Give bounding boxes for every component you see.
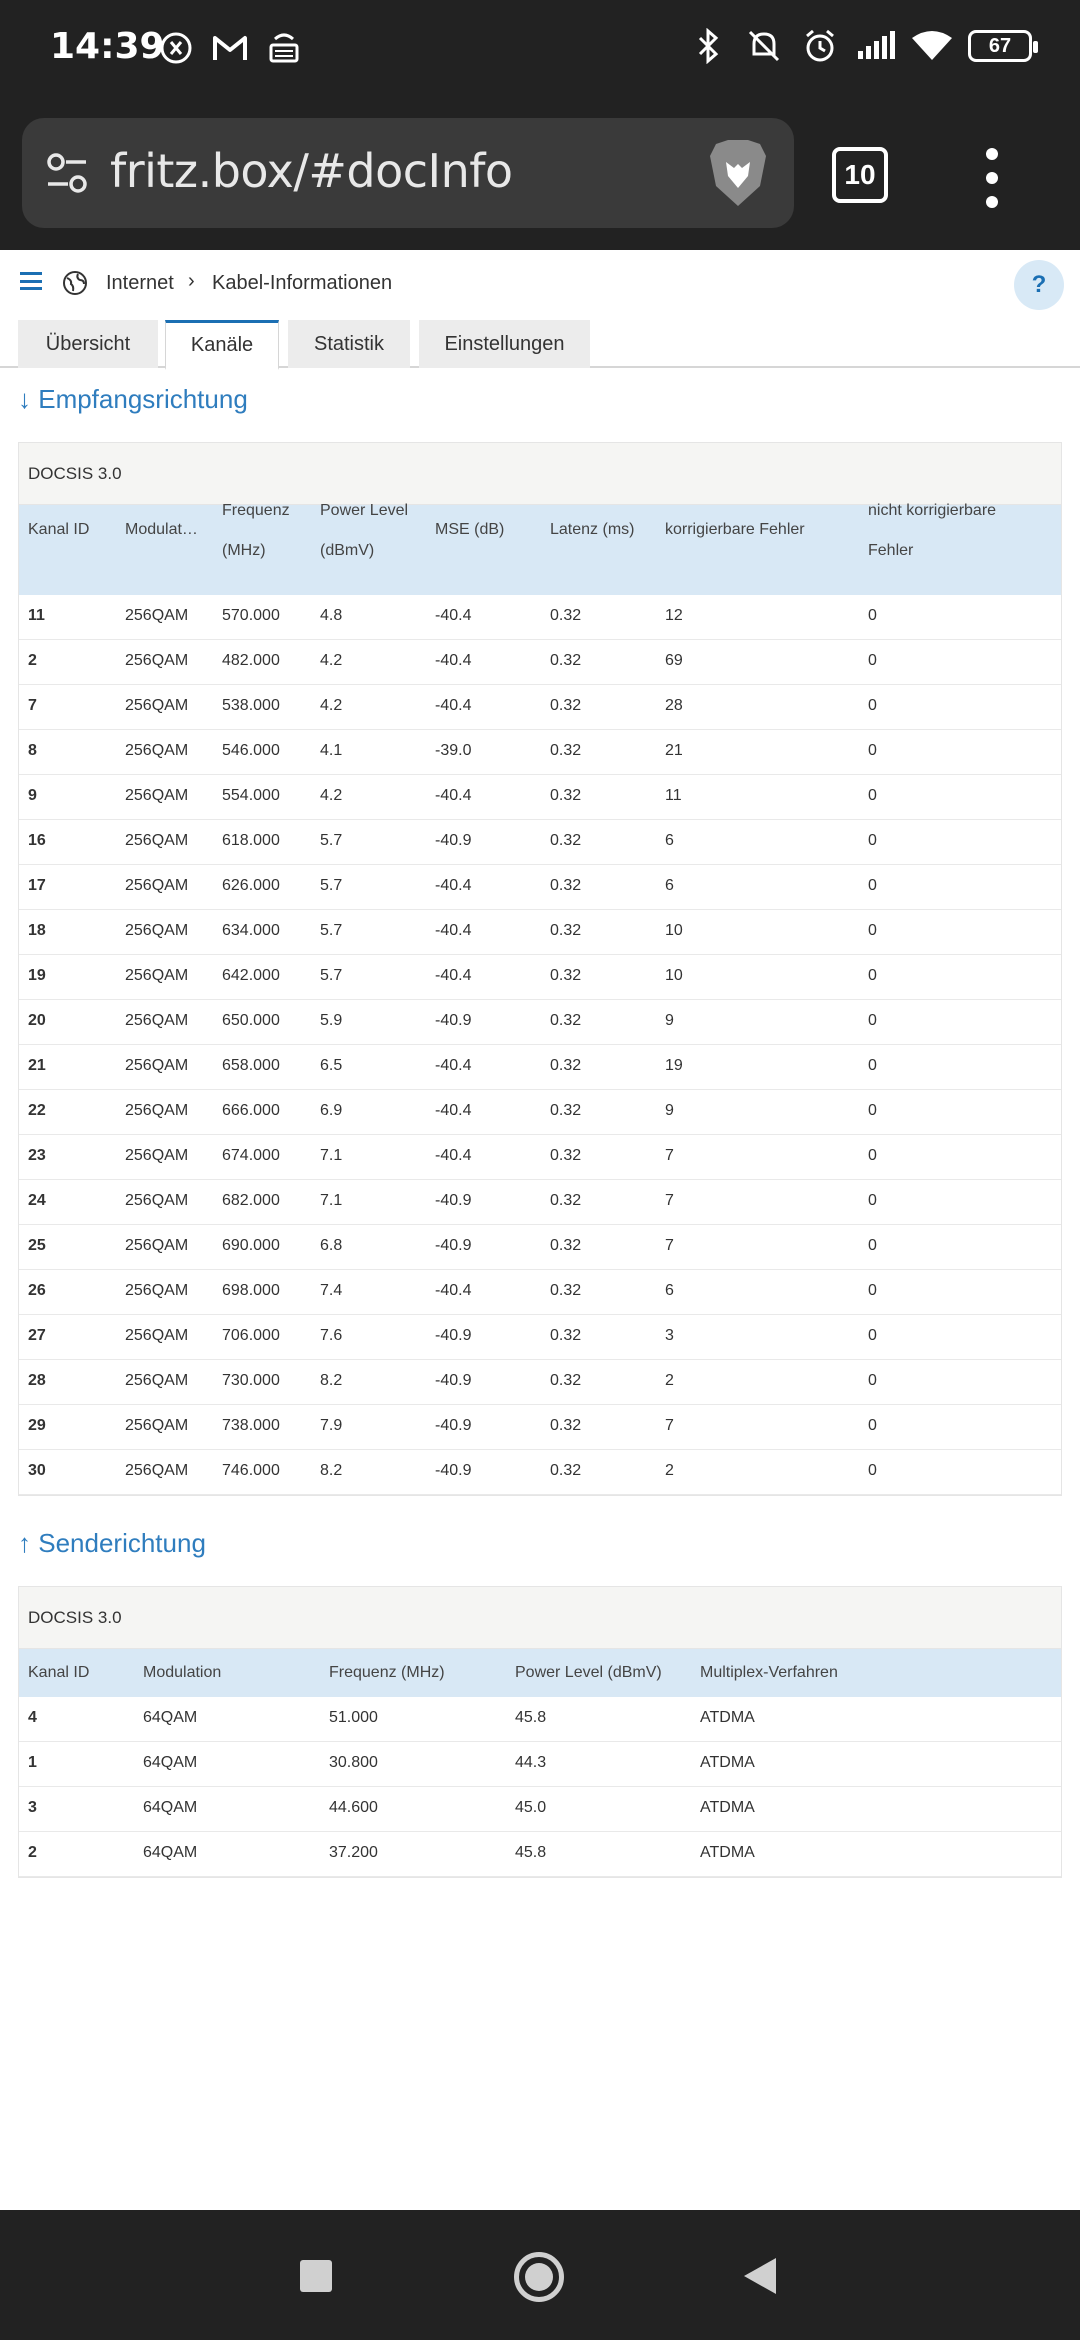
table-cell: 6.9	[320, 1102, 343, 1119]
table-cell: 22	[28, 1102, 46, 1119]
table-row	[19, 685, 1061, 730]
breadcrumb	[0, 250, 1080, 320]
browser-toolbar	[0, 96, 1080, 250]
table-row	[19, 640, 1061, 685]
table-cell: 0	[868, 1102, 877, 1119]
table-cell: 0.32	[550, 877, 582, 894]
table-cell: 698.000	[222, 1282, 280, 1299]
table-row	[19, 910, 1061, 955]
table-cell: 7	[665, 1237, 674, 1254]
table-cell: 0.32	[550, 1237, 582, 1254]
table-cell: 0	[868, 1192, 877, 1209]
table-cell: 30	[28, 1462, 46, 1479]
table-cell: 0	[868, 1147, 877, 1164]
header-latenz: Latenz (ms)	[550, 521, 635, 538]
table-cell: 0	[868, 1327, 877, 1344]
table-cell: 256QAM	[125, 1192, 189, 1209]
notification-icons	[156, 28, 304, 68]
header-power-level: Power Level (dBmV)	[515, 1664, 662, 1681]
table-cell: ATDMA	[700, 1799, 755, 1816]
table-cell: 0	[868, 1417, 877, 1434]
battery-indicator	[968, 30, 1032, 62]
table-cell: 9	[665, 1102, 674, 1119]
table-cell: ATDMA	[700, 1709, 755, 1726]
table-cell: -40.4	[435, 607, 472, 624]
back-button[interactable]	[744, 2258, 776, 2294]
table-cell: 0.32	[550, 742, 582, 759]
table-cell: 0	[868, 1057, 877, 1074]
table-cell: 7.9	[320, 1417, 343, 1434]
table-cell: 7	[665, 1417, 674, 1434]
table-cell: 0.32	[550, 787, 582, 804]
home-button[interactable]	[514, 2252, 564, 2302]
table-cell: 256QAM	[125, 1417, 189, 1434]
table-cell: 0	[868, 607, 877, 624]
alarm-icon	[800, 26, 840, 66]
table-cell: 256QAM	[125, 1102, 189, 1119]
table-cell: 6	[665, 877, 674, 894]
x-circle-icon	[156, 28, 196, 68]
table-cell: 2	[665, 1462, 674, 1479]
table-cell: 7.6	[320, 1327, 343, 1344]
table-cell: -40.4	[435, 877, 472, 894]
table-cell: 682.000	[222, 1192, 280, 1209]
table-cell: 7.1	[320, 1192, 343, 1209]
table-cell: 11	[665, 787, 682, 804]
table-cell: 2	[665, 1372, 674, 1389]
table-cell: 0.32	[550, 1282, 582, 1299]
table-row	[19, 1360, 1061, 1405]
table-row	[19, 955, 1061, 1000]
table-cell: 730.000	[222, 1372, 280, 1389]
table-cell: 9	[665, 1012, 674, 1029]
wifi-icon	[912, 26, 952, 66]
table-cell: 642.000	[222, 967, 280, 984]
downstream-caption: DOCSIS 3.0	[19, 443, 1061, 505]
table-cell: 2	[28, 652, 37, 669]
table-row	[19, 730, 1061, 775]
table-cell: 45.8	[515, 1844, 547, 1861]
table-cell: 0.32	[550, 1192, 582, 1209]
table-cell: 256QAM	[125, 697, 189, 714]
url-text[interactable]: fritz.box/#docInfo	[110, 144, 513, 198]
table-cell: 0.32	[550, 1147, 582, 1164]
table-cell: 0	[868, 652, 877, 669]
table-cell: 7	[28, 697, 37, 714]
table-cell: 6	[665, 832, 674, 849]
table-cell: 4.2	[320, 697, 343, 714]
breadcrumb-kabel-informationen: Kabel-Informationen	[212, 272, 393, 294]
table-cell: 0.32	[550, 1372, 582, 1389]
table-cell: 27	[28, 1327, 46, 1344]
upstream-title: ↑ Senderichtung	[18, 1528, 206, 1558]
header-kanal-id: Kanal ID	[28, 521, 90, 538]
table-row	[19, 1000, 1061, 1045]
table-cell: 256QAM	[125, 967, 189, 984]
table-cell: 8.2	[320, 1372, 343, 1389]
table-cell: -40.9	[435, 1462, 472, 1479]
table-cell: 0.32	[550, 1057, 582, 1074]
header-frequenz: Frequenz (MHz)	[222, 502, 290, 559]
table-cell: -40.9	[435, 832, 472, 849]
table-cell: 8	[28, 742, 37, 759]
table-row	[19, 1225, 1061, 1270]
table-cell: 21	[28, 1057, 46, 1074]
table-cell: 256QAM	[125, 832, 189, 849]
table-row	[19, 1405, 1061, 1450]
table-cell: 5.7	[320, 877, 343, 894]
table-cell: 12	[665, 607, 683, 624]
table-row	[19, 1180, 1061, 1225]
table-cell: -40.4	[435, 652, 472, 669]
table-cell: 0	[868, 967, 877, 984]
table-cell: 4	[28, 1709, 37, 1726]
table-cell: 256QAM	[125, 1462, 189, 1479]
table-cell: -40.9	[435, 1417, 472, 1434]
site-settings-icon[interactable]	[42, 148, 92, 198]
navigation-bar	[0, 2210, 1080, 2340]
table-cell: 10	[665, 967, 683, 984]
table-row	[19, 1742, 1061, 1787]
table-cell: 256QAM	[125, 1237, 189, 1254]
globe-icon	[62, 270, 88, 296]
table-cell: 2	[28, 1844, 37, 1861]
upstream-table	[18, 1586, 1062, 1878]
table-row	[19, 1787, 1061, 1832]
table-cell: 0	[868, 832, 877, 849]
tab-switcher-button[interactable]	[832, 147, 888, 203]
table-cell: 482.000	[222, 652, 280, 669]
system-icons	[688, 26, 1032, 66]
table-cell: -40.4	[435, 1057, 472, 1074]
table-cell: 626.000	[222, 877, 280, 894]
table-cell: 256QAM	[125, 1012, 189, 1029]
table-cell: 256QAM	[125, 1282, 189, 1299]
table-cell: 64QAM	[143, 1844, 198, 1861]
downstream-rows	[19, 595, 1061, 1495]
table-cell: -40.9	[435, 1192, 472, 1209]
table-cell: 10	[665, 922, 683, 939]
table-row	[19, 1832, 1061, 1877]
table-cell: 64QAM	[143, 1709, 198, 1726]
menu-icon[interactable]	[20, 272, 42, 290]
table-cell: -40.4	[435, 1102, 472, 1119]
upstream-header	[19, 1649, 1061, 1697]
table-cell: 0.32	[550, 832, 582, 849]
table-cell: 45.8	[515, 1709, 547, 1726]
table-cell: 29	[28, 1417, 46, 1434]
table-cell: 0	[868, 787, 877, 804]
table-cell: ATDMA	[700, 1754, 755, 1771]
header-korrigierbare-fehler: korrigierbare Fehler	[665, 521, 805, 538]
table-cell: 19	[28, 967, 46, 984]
table-row	[19, 1270, 1061, 1315]
table-cell: -40.4	[435, 1282, 472, 1299]
browser-menu-button[interactable]	[980, 148, 1004, 208]
table-cell: 0.32	[550, 652, 582, 669]
downstream-table	[18, 442, 1062, 1496]
table-cell: 5.7	[320, 922, 343, 939]
table-cell: -40.9	[435, 1237, 472, 1254]
table-cell: 256QAM	[125, 877, 189, 894]
table-cell: 20	[28, 1012, 46, 1029]
table-cell: -40.9	[435, 1372, 472, 1389]
table-cell: 0	[868, 742, 877, 759]
table-cell: 6.5	[320, 1057, 343, 1074]
help-button[interactable]: ?	[1014, 260, 1064, 310]
table-row	[19, 595, 1061, 640]
table-cell: 11	[28, 607, 45, 624]
table-cell: 666.000	[222, 1102, 280, 1119]
table-cell: 256QAM	[125, 1057, 189, 1074]
battery-level: 67	[988, 34, 1012, 57]
header-kanal-id: Kanal ID	[28, 1664, 90, 1681]
table-row	[19, 1315, 1061, 1360]
header-power-level: Power Level (dBmV)	[320, 502, 409, 559]
table-cell: 554.000	[222, 787, 280, 804]
table-cell: 64QAM	[143, 1754, 198, 1771]
tab-einstellungen[interactable]: Einstellungen	[419, 320, 590, 368]
table-cell: 0.32	[550, 922, 582, 939]
tab-bar	[0, 320, 1080, 368]
table-cell: 44.600	[329, 1799, 378, 1816]
breadcrumb-internet[interactable]: Internet	[106, 272, 174, 294]
table-cell: 28	[665, 697, 683, 714]
table-cell: 26	[28, 1282, 46, 1299]
table-cell: 18	[28, 922, 46, 939]
table-cell: 8.2	[320, 1462, 343, 1479]
table-cell: 706.000	[222, 1327, 280, 1344]
table-cell: 0.32	[550, 1417, 582, 1434]
table-cell: 256QAM	[125, 652, 189, 669]
table-cell: 44.3	[515, 1754, 547, 1771]
table-cell: 0	[868, 922, 877, 939]
header-modulation: Modulation	[143, 1664, 222, 1681]
table-cell: 5.7	[320, 832, 343, 849]
table-cell: 256QAM	[125, 742, 189, 759]
table-cell: 19	[665, 1057, 683, 1074]
bell-off-icon	[744, 26, 784, 66]
status-bar	[0, 0, 1080, 96]
table-row	[19, 1697, 1061, 1742]
table-cell: -40.4	[435, 787, 472, 804]
table-cell: 738.000	[222, 1417, 280, 1434]
table-cell: 546.000	[222, 742, 280, 759]
table-cell: ATDMA	[700, 1844, 755, 1861]
bluetooth-icon	[688, 26, 728, 66]
table-cell: 3	[28, 1799, 37, 1816]
table-cell: 24	[28, 1192, 46, 1209]
table-cell: 7.4	[320, 1282, 343, 1299]
table-cell: -40.4	[435, 697, 472, 714]
table-cell: 0.32	[550, 1327, 582, 1344]
tab-uebersicht[interactable]: Übersicht	[18, 320, 158, 368]
status-time: 14:39	[50, 26, 165, 67]
table-cell: -40.9	[435, 1327, 472, 1344]
table-cell: 7	[665, 1192, 674, 1209]
table-cell: 7	[665, 1147, 674, 1164]
table-cell: -40.4	[435, 967, 472, 984]
table-cell: 45.0	[515, 1799, 547, 1816]
table-cell: -40.4	[435, 922, 472, 939]
table-cell: 30.800	[329, 1754, 378, 1771]
table-row	[19, 1090, 1061, 1135]
table-row	[19, 820, 1061, 865]
table-cell: 0	[868, 697, 877, 714]
table-cell: 256QAM	[125, 607, 189, 624]
table-cell: 256QAM	[125, 922, 189, 939]
table-cell: 538.000	[222, 697, 280, 714]
table-cell: 4.1	[320, 742, 343, 759]
chevron-right-icon: ›	[188, 270, 195, 292]
tab-count: 10	[844, 159, 876, 190]
table-cell: 256QAM	[125, 1327, 189, 1344]
table-cell: 4.2	[320, 652, 343, 669]
table-cell: 23	[28, 1147, 46, 1164]
table-cell: 3	[665, 1327, 674, 1344]
table-row	[19, 1450, 1061, 1495]
header-frequenz: Frequenz (MHz)	[329, 1664, 445, 1681]
table-row	[19, 775, 1061, 820]
tab-statistik[interactable]: Statistik	[288, 320, 410, 368]
table-cell: 4.2	[320, 787, 343, 804]
table-cell: 0.32	[550, 1462, 582, 1479]
table-cell: 256QAM	[125, 1372, 189, 1389]
table-cell: 25	[28, 1237, 46, 1254]
table-cell: 570.000	[222, 607, 280, 624]
table-cell: 0.32	[550, 967, 582, 984]
table-cell: 4.8	[320, 607, 343, 624]
downstream-title: ↓ Empfangsrichtung	[18, 384, 248, 414]
table-cell: 0.32	[550, 697, 582, 714]
header-modulation: Modulat…	[125, 521, 198, 538]
table-cell: -40.9	[435, 1012, 472, 1029]
table-cell: 6	[665, 1282, 674, 1299]
table-cell: 256QAM	[125, 1147, 189, 1164]
table-cell: 658.000	[222, 1057, 280, 1074]
table-cell: 746.000	[222, 1462, 280, 1479]
table-cell: 69	[665, 652, 683, 669]
table-row	[19, 865, 1061, 910]
header-mse: MSE (dB)	[435, 521, 505, 538]
table-cell: 674.000	[222, 1147, 280, 1164]
upstream-rows	[19, 1697, 1061, 1877]
router-icon	[264, 28, 304, 68]
table-cell: 17	[28, 877, 46, 894]
table-cell: 0	[868, 1462, 877, 1479]
table-cell: 5.7	[320, 967, 343, 984]
table-row	[19, 1135, 1061, 1180]
signal-icon	[856, 26, 896, 66]
upstream-caption: DOCSIS 3.0	[19, 1587, 1061, 1649]
table-cell: 0	[868, 877, 877, 894]
table-cell: 16	[28, 832, 46, 849]
page-content	[0, 250, 1080, 2210]
table-cell: 650.000	[222, 1012, 280, 1029]
table-cell: 7.1	[320, 1147, 343, 1164]
recents-button[interactable]	[300, 2260, 332, 2292]
table-cell: 6.8	[320, 1237, 343, 1254]
table-cell: 1	[28, 1754, 37, 1771]
table-row	[19, 1045, 1061, 1090]
table-cell: 64QAM	[143, 1799, 198, 1816]
table-cell: 0	[868, 1282, 877, 1299]
header-multiplex-verfahren: Multiplex-Verfahren	[700, 1664, 838, 1681]
table-cell: -39.0	[435, 742, 472, 759]
table-cell: 0.32	[550, 1102, 582, 1119]
table-cell: 0	[868, 1237, 877, 1254]
brave-shields-icon[interactable]	[702, 136, 774, 210]
downstream-header	[19, 502, 1061, 595]
table-cell: 28	[28, 1372, 46, 1389]
table-cell: 0.32	[550, 607, 582, 624]
tab-kanaele[interactable]: Kanäle	[165, 320, 279, 370]
table-cell: 5.9	[320, 1012, 343, 1029]
table-cell: 21	[665, 742, 683, 759]
table-cell: -40.4	[435, 1147, 472, 1164]
gmail-icon	[210, 28, 250, 68]
table-cell: 0	[868, 1012, 877, 1029]
table-cell: 634.000	[222, 922, 280, 939]
table-cell: 0	[868, 1372, 877, 1389]
table-cell: 37.200	[329, 1844, 378, 1861]
table-cell: 256QAM	[125, 787, 189, 804]
table-cell: 9	[28, 787, 37, 804]
table-cell: 690.000	[222, 1237, 280, 1254]
table-cell: 0.32	[550, 1012, 582, 1029]
header-nicht-korrigierbare-fehler: nicht korrigierbare Fehler	[868, 502, 997, 559]
address-bar[interactable]	[22, 118, 794, 228]
table-cell: 51.000	[329, 1709, 378, 1726]
table-cell: 618.000	[222, 832, 280, 849]
